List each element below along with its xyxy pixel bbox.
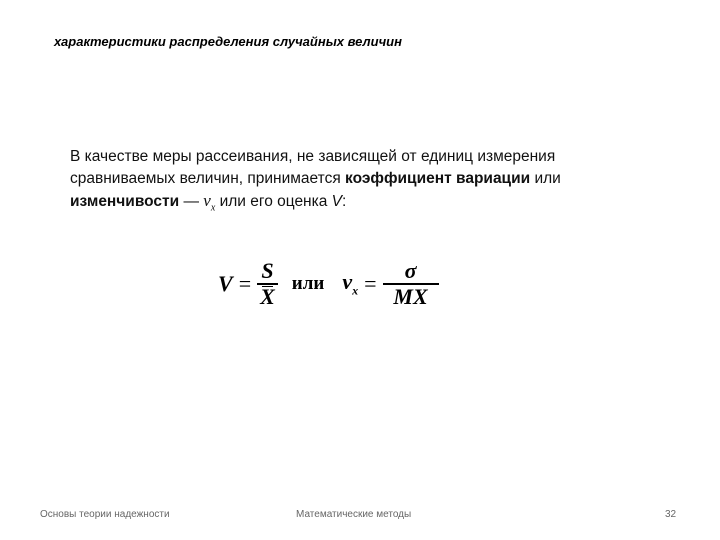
fraction-s-over-xbar <box>257 259 278 309</box>
footer-section: Математические методы <box>296 509 412 520</box>
formula-lhs: V <box>218 271 233 296</box>
equals-sign: = <box>238 271 252 296</box>
slide-title: характеристики распределения случайных величин <box>54 34 402 49</box>
numerator-sigma: σ <box>404 258 417 283</box>
word-or: или <box>291 273 325 294</box>
denominator-mx: MX <box>393 284 428 309</box>
fraction-sigma-over-mx <box>383 259 439 309</box>
term-variability: изменчивости <box>70 193 180 210</box>
term-coefficient-of-variation: коэффициент вариации <box>345 170 531 187</box>
text-line-2: сравниваемых величин, принимается коэффициент вариации или <box>70 170 561 187</box>
equals-sign-2: = <box>364 271 377 296</box>
page-number: 32 <box>665 509 677 520</box>
text-line-1: В качестве меры рассеивания, не зависящей от единиц измерения <box>70 148 556 165</box>
formula <box>218 258 439 310</box>
text-line-3: изменчивости — $\nu_x$ или его оценка V: <box>70 191 347 214</box>
denominator-xbar: X <box>257 285 278 309</box>
definition-text <box>70 146 630 219</box>
footer-course: Основы теории надежности <box>40 509 170 520</box>
numerator-s: S <box>261 258 274 283</box>
nu-x: $\nu_x$ <box>342 269 359 298</box>
nu-symbol: $\nu_x$ <box>203 191 216 214</box>
